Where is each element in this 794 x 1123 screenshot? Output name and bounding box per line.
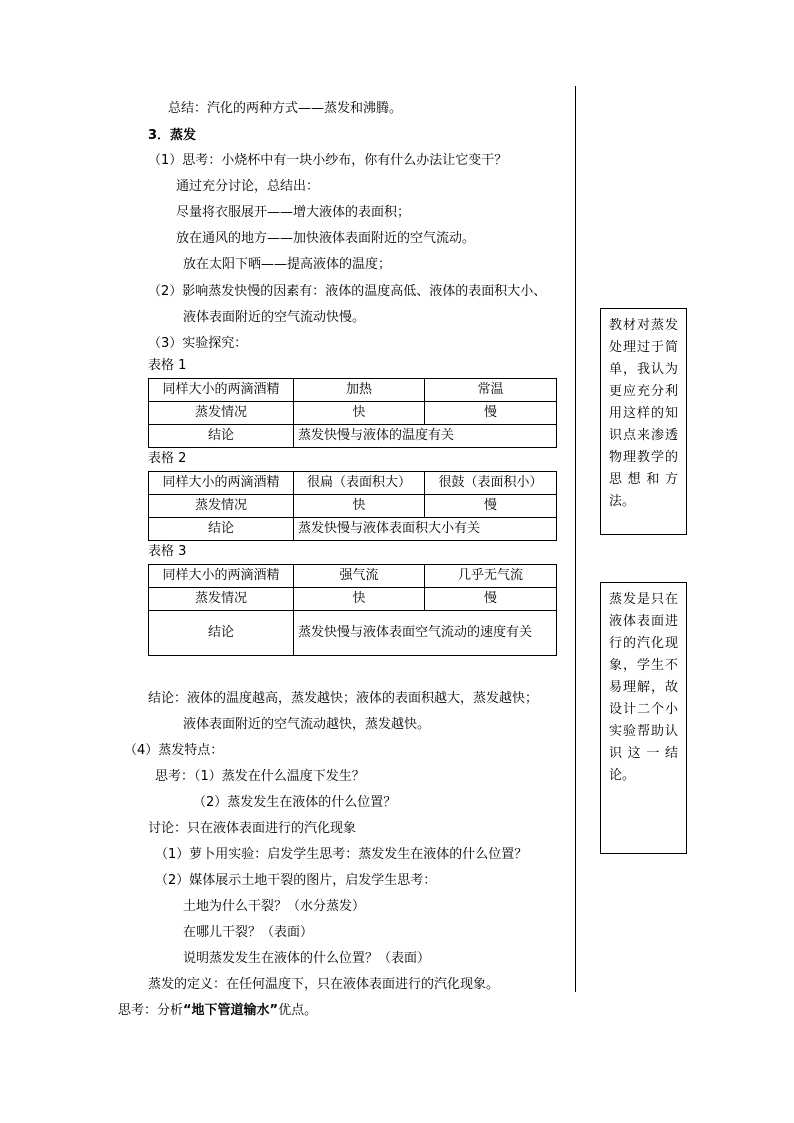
- table-3-conclusion: 蒸发快慢与液体表面空气流动的速度有关: [294, 611, 557, 656]
- table-1-header-0: 同样大小的两滴酒精: [149, 379, 294, 402]
- table-3-row-1: 快: [294, 588, 425, 611]
- table-3-conclusion-label: 结论: [149, 611, 294, 656]
- table-3-header-2: 几乎无气流: [425, 565, 557, 588]
- table-1-row-0: 蒸发情况: [149, 402, 294, 425]
- table-2-header-1: 很扁（表面积大）: [294, 472, 425, 495]
- table-3-row-0: 蒸发情况: [149, 588, 294, 611]
- question-1: （1）思考：小烧杯中有一块小纱布，你有什么办法让它变干？: [148, 153, 508, 168]
- experiment-question-1: 土地为什么干裂？（水分蒸发）: [183, 899, 366, 914]
- final-question-topic: “地下管道输水”: [183, 1003, 279, 1018]
- table-2-row-2: 慢: [425, 495, 557, 518]
- margin-note-1: [600, 308, 687, 535]
- table-1-conclusion-label: 结论: [149, 425, 294, 448]
- table-3-row-2: 慢: [425, 588, 557, 611]
- method-3: 放在太阳下晒——提高液体的温度；: [183, 257, 392, 272]
- table-1-header-1: 加热: [294, 379, 425, 402]
- section-heading: 3．蒸发: [148, 128, 197, 143]
- table-2-row-1: 快: [294, 495, 425, 518]
- method-2: 放在通风的地方——加快液体表面附近的空气流动。: [176, 231, 476, 246]
- table-3-header-1: 强气流: [294, 565, 425, 588]
- think-question-2: （2）蒸发发生在液体的什么位置？: [193, 795, 397, 810]
- conclusion-line-1: 结论：液体的温度越高，蒸发越快；液体的表面积越大，蒸发越快；: [148, 691, 539, 706]
- table-1-row-1: 快: [294, 402, 425, 425]
- table-1-header-2: 常温: [425, 379, 557, 402]
- method-1: 尽量将衣服展开——增大液体的表面积；: [176, 205, 411, 220]
- final-question-prefix: 思考：分析: [118, 1003, 184, 1018]
- final-question: [118, 1002, 317, 1020]
- table-2-row-0: 蒸发情况: [149, 495, 294, 518]
- evaporation-definition: 蒸发的定义：在任何温度下，只在液体表面进行的汽化现象。: [148, 977, 500, 992]
- table-1: [148, 378, 557, 448]
- margin-note-2-text: 蒸发是只在液体表面进行的汽化现象，学生不易理解，故设计二个小实验帮助认识这一结论。: [609, 592, 678, 783]
- table-2-conclusion: 蒸发快慢与液体表面积大小有关: [294, 518, 557, 541]
- table-2-header-2: 很鼓（表面积小）: [425, 472, 557, 495]
- experiment-1: （1）萝卜用实验：启发学生思考：蒸发发生在液体的什么位置？: [155, 847, 528, 862]
- think-question-1: 思考：（1）蒸发在什么温度下发生？: [155, 769, 365, 784]
- experiment-question-2: 在哪儿干裂？（表面）: [183, 925, 314, 940]
- discussion-intro: 通过充分讨论，总结出：: [176, 179, 320, 194]
- experiment-question-3: 说明蒸发发生在液体的什么位置？（表面）: [183, 951, 431, 966]
- experiment-heading: （3）实验探究：: [148, 336, 248, 351]
- discussion-line: 讨论：只在液体表面进行的汽化现象: [148, 821, 357, 836]
- table-1-label: 表格 1: [148, 358, 187, 373]
- experiment-2: （2）媒体展示土地干裂的图片，启发学生思考：: [155, 873, 437, 888]
- factors-line-1: （2）影响蒸发快慢的因素有：液体的温度高低、液体的表面积大小、: [148, 284, 547, 299]
- table-3-label: 表格 3: [148, 544, 187, 559]
- table-2-label: 表格 2: [148, 451, 187, 466]
- table-2-header-0: 同样大小的两滴酒精: [149, 472, 294, 495]
- summary-line: 总结：汽化的两种方式——蒸发和沸腾。: [168, 101, 403, 116]
- table-2-conclusion-label: 结论: [149, 518, 294, 541]
- conclusion-line-2: 液体表面附近的空气流动越快，蒸发越快。: [183, 717, 431, 732]
- margin-note-1-text: 教材对蒸发处理过于简单，我认为更应充分利用这样的知识点来渗透物理教学的思想和方法。: [609, 318, 678, 509]
- table-3-header-0: 同样大小的两滴酒精: [149, 565, 294, 588]
- table-1-row-2: 慢: [425, 402, 557, 425]
- features-heading: （4）蒸发特点：: [124, 743, 224, 758]
- table-3: [148, 564, 557, 656]
- margin-note-2: [600, 582, 687, 854]
- table-2: [148, 471, 557, 541]
- column-divider: [575, 86, 576, 992]
- table-1-conclusion: 蒸发快慢与液体的温度有关: [294, 425, 557, 448]
- final-question-suffix: 优点。: [278, 1003, 318, 1018]
- factors-line-2: 液体表面附近的空气流动快慢。: [183, 310, 366, 325]
